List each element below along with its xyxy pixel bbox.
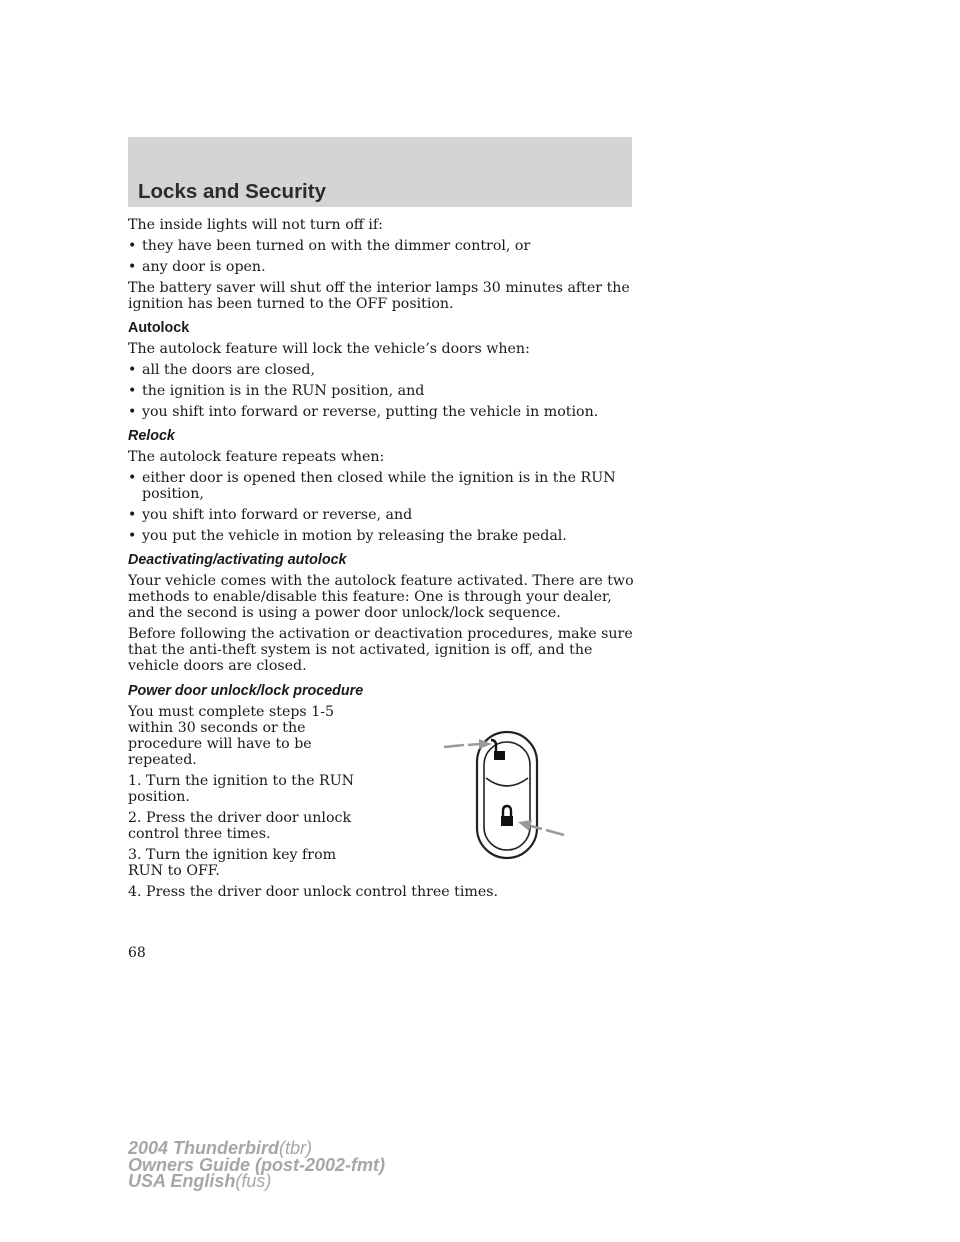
footer-guide: Owners Guide (post-2002-fmt): [128, 1154, 386, 1175]
procedure-heading: Power door unlock/lock procedure: [128, 682, 364, 699]
footer-model-code: (tbr): [279, 1138, 313, 1158]
list-item: • all the doors are closed,: [128, 361, 315, 378]
footer-model: 2004 Thunderbird: [128, 1138, 280, 1158]
relock-heading: Relock: [128, 427, 175, 444]
procedure-step: 2. Press the driver door unlock control three times.: [128, 810, 352, 843]
deactivating-paragraph-2: Before following the activation or deactivation procedures, make sure that the anti-theft system is not activated, ignition is off, and the vehicle doors are closed.: [128, 626, 633, 675]
procedure-step: 3. Turn the ignition key from RUN to OFF.: [128, 847, 337, 880]
document-footer: [128, 1140, 385, 1190]
battery-saver-paragraph: The battery saver will shut off the interior lamps 30 minutes after the ignition has been turned to the OFF position.: [128, 279, 630, 312]
list-item: • any door is open.: [128, 258, 266, 275]
list-item: • you shift into forward or reverse, putting the vehicle in motion.: [128, 403, 599, 420]
procedure-step: 4. Press the driver door unlock control three times.: [128, 884, 499, 901]
list-item: • the ignition is in the RUN position, and: [128, 382, 425, 399]
list-item: • they have been turned on with the dimmer control, or: [128, 237, 531, 254]
list-item: • either door is opened then closed while the ignition is in the RUN position,: [128, 469, 616, 502]
door-lock-switch-illustration: [440, 728, 570, 867]
list-item: • you put the vehicle in motion by releasing the brake pedal.: [128, 527, 567, 544]
intro-lead: The inside lights will not turn off if:: [128, 217, 383, 233]
procedure-step: 1. Turn the ignition to the RUN position.: [128, 773, 355, 806]
deactivating-paragraph-1: Your vehicle comes with the autolock feature activated. There are two methods to enable/disable this feature: One is through your dealer, and the second is using a power door unlock/lock sequence.: [128, 572, 634, 622]
deactivating-heading: Deactivating/activating autolock: [128, 551, 347, 568]
page-number: 68: [128, 945, 146, 961]
procedure-intro: You must complete steps 1-5 within 30 seconds or the procedure will have to be repeated.: [128, 703, 335, 769]
autolock-lead: The autolock feature will lock the vehicle’s doors when:: [128, 340, 530, 357]
relock-lead: The autolock feature repeats when:: [128, 448, 385, 465]
footer-language-code: (fus): [235, 1171, 272, 1192]
section-title: Locks and Security: [138, 180, 326, 203]
autolock-heading: Autolock: [128, 320, 190, 337]
list-item: • you shift into forward or reverse, and: [128, 506, 413, 523]
footer-language: USA English: [128, 1171, 236, 1192]
